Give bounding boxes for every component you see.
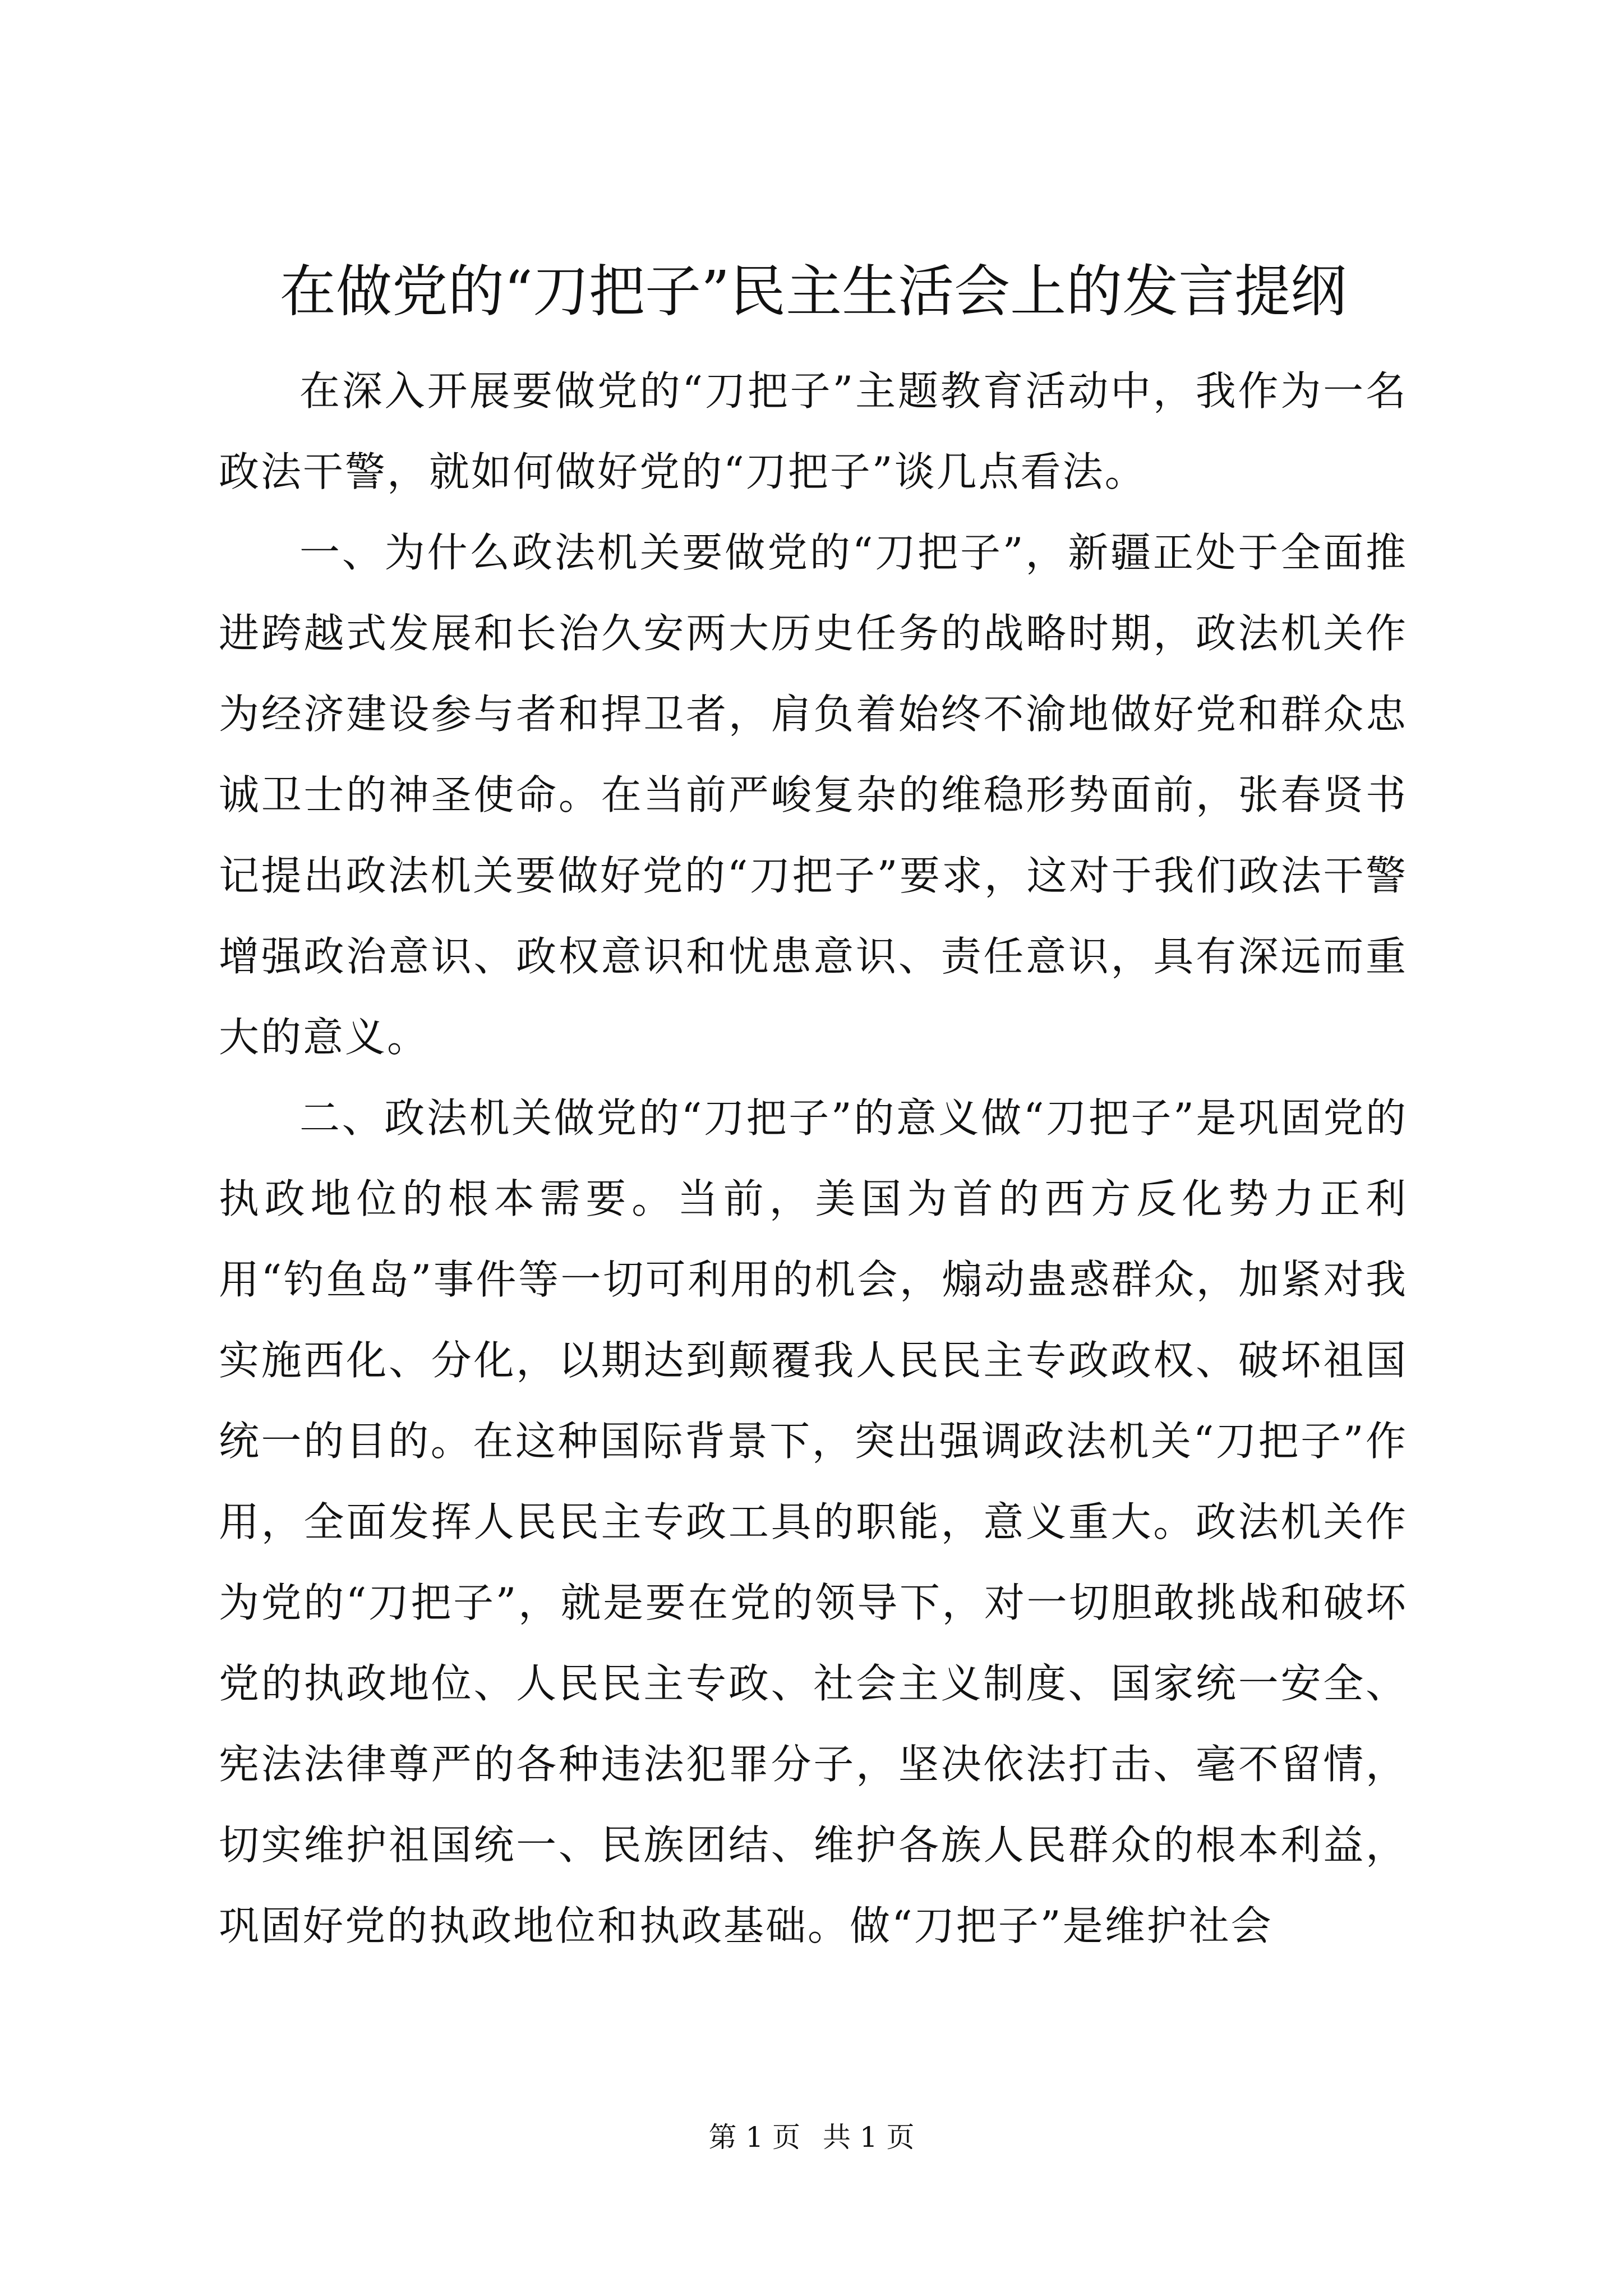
paragraph-section-one: 一、为什么政法机关要做党的“刀把子”，新疆正处于全面推进跨越式发展和长治久安两大历史任务的战略时期，政法机关作为经济建设参与者和捍卫者，肩负着始终不渝地做好党和群众忠诚卫士的神圣使命。在当前严峻复杂的维稳形势面前，张春贤书记提出政法机关要做好党的“刀把子”要求，这对于我们政法干警增强政治意识、政权意识和忧患意识、责任意识，具有深远而重大的意义。 [219,529,1408,1061]
page-footer [0,2118,1623,2157]
document-body [219,351,1408,1966]
paragraph-intro: 在深入开展要做党的“刀把子”主题教育活动中，我作为一名政法干警，就如何做好党的“刀把子”谈几点看法。 [219,367,1408,495]
page-total: 共 1 页 [822,2121,915,2154]
paragraph-section-two: 二、政法机关做党的“刀把子”的意义做“刀把子”是巩固党的执政地位的根本需要。当前，美国为首的西方反化势力正利用“钓鱼岛”事件等一切可利用的机会，煽动蛊惑群众，加紧对我实施西化、分化，以期达到颠覆我人民民主专政政权、破坏祖国统一的目的。在这种国际背景下，突出强调政法机关“刀把子”作用，全面发挥人民民主专政工具的职能，意义重大。政法机关作为党的“刀把子”，就是要在党的领导下，对一切胆敢挑战和破坏党的执政地位、人民民主专政、社会主义制度、国家统一安全、宪法法律尊严的各种违法犯罪分子，坚决依法打击、毫不留情，切实维护祖国统一、民族团结、维护各族人民群众的根本利益，巩固好党的执政地位和执政基础。做“刀把子”是维护社会 [219,1094,1408,1949]
page-number: 第 1 页 [708,2121,801,2154]
document-title: 在做党的“刀把子”民主生活会上的发言提纲 [279,259,1347,324]
